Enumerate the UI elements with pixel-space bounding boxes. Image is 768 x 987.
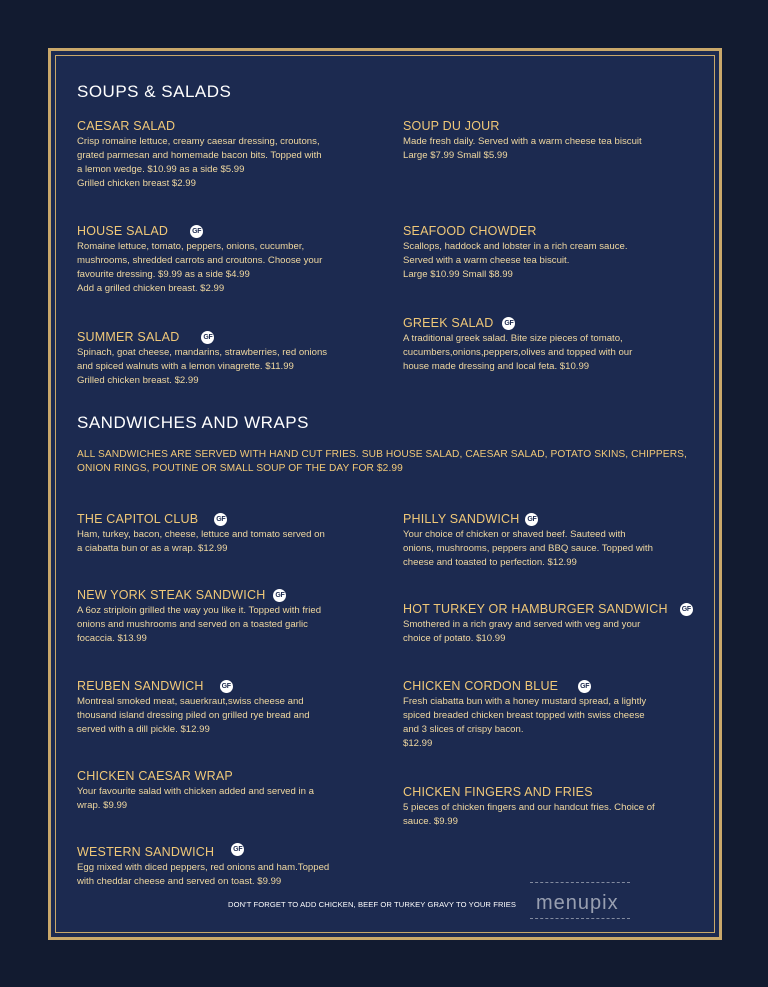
item-name: CHICKEN CORDON BLUE GF xyxy=(403,679,590,693)
menu-item-new-york-steak-sandwich xyxy=(77,588,377,646)
item-description: Smothered in a rich gravy and served with veg and your choice of potato. $10.99 xyxy=(403,619,641,644)
item-name: SUMMER SALAD GF xyxy=(77,330,213,344)
item-description: Your favourite salad with chicken added and served in a wrap. $9.99 xyxy=(77,786,314,811)
item-description: Egg mixed with diced peppers, red onions and ham.Topped with cheddar cheese and served on toast. $9.99 xyxy=(77,862,330,887)
menu-item-chicken-fingers-fries xyxy=(403,785,703,829)
menu-item-soup-du-jour xyxy=(403,119,703,163)
item-name: HOT TURKEY OR HAMBURGER SANDWICH GF xyxy=(403,602,691,616)
menu-item-western-sandwich xyxy=(77,845,377,889)
menu-item-philly-sandwich xyxy=(403,512,703,570)
item-name: CAESAR SALAD xyxy=(77,119,176,133)
item-description: A traditional greek salad. Bite size pieces of tomato, cucumbers,onions,peppers,olives and topped with our house made dressing and local feta. $10.99 xyxy=(403,333,633,372)
menu-item-reuben-sandwich xyxy=(77,679,377,737)
watermark-line xyxy=(530,882,630,883)
gluten-free-icon: GF xyxy=(220,680,233,693)
menu-item-greek-salad xyxy=(403,316,703,374)
menu-item-seafood-chowder xyxy=(403,224,703,282)
gluten-free-icon: GF xyxy=(273,589,286,602)
menu-item-caesar-salad xyxy=(77,119,377,191)
item-description: Made fresh daily. Served with a warm cheese tea biscuit Large $7.99 Small $5.99 xyxy=(403,136,642,161)
item-description: Scallops, haddock and lobster in a rich cream sauce. Served with a warm cheese tea biscuit. Large $10.99 Small $8.99 xyxy=(403,241,628,280)
menu-item-house-salad xyxy=(77,224,377,296)
item-name: THE CAPITOL CLUB GF xyxy=(77,512,226,526)
item-name: WESTERN SANDWICH GF xyxy=(77,845,243,859)
section-title-sandwiches-wraps: SANDWICHES AND WRAPS xyxy=(77,413,309,432)
menu-item-chicken-cordon-blue xyxy=(403,679,703,751)
item-name: SOUP DU JOUR xyxy=(403,119,500,133)
gluten-free-icon: GF xyxy=(525,513,538,526)
item-description: Your choice of chicken or shaved beef. Sauteed with onions, mushrooms, peppers and BBQ sauce. Topped with cheese and toasted to perfection. $12.99 xyxy=(403,529,653,568)
item-description: Fresh ciabatta bun with a honey mustard spread, a lightly spiced breaded chicken breast topped with swiss cheese and 3 slices of crispy bacon. $12.99 xyxy=(403,696,647,749)
item-description: Ham, turkey, bacon, cheese, lettuce and tomato served on a ciabatta bun or as a wrap. $12.99 xyxy=(77,529,325,554)
item-name: PHILLY SANDWICH GF xyxy=(403,512,537,526)
sandwich-sides-notice: ALL SANDWICHES ARE SERVED WITH HAND CUT FRIES. SUB HOUSE SALAD, CAESAR SALAD, POTATO SKINS, CHIPPERS, ONION RINGS, POUTINE OR SMALL SOUP OF THE DAY FOR $2.99 xyxy=(77,449,687,474)
gluten-free-icon: GF xyxy=(578,680,591,693)
gluten-free-icon: GF xyxy=(231,843,244,856)
item-name: CHICKEN CAESAR WRAP xyxy=(77,769,233,783)
gluten-free-icon: GF xyxy=(201,331,214,344)
item-description: Montreal smoked meat, sauerkraut,swiss cheese and thousand island dressing piled on grilled rye bread and served with a dill pickle. $12.99 xyxy=(77,696,310,735)
gluten-free-icon: GF xyxy=(680,603,693,616)
menu-item-summer-salad xyxy=(77,330,377,388)
item-name: GREEK SALAD GF xyxy=(403,316,514,330)
gravy-footer-note: DON'T FORGET TO ADD CHICKEN, BEEF OR TURKEY GRAVY TO YOUR FRIES xyxy=(228,900,517,909)
item-name: REUBEN SANDWICH GF xyxy=(77,679,231,693)
item-description: 5 pieces of chicken fingers and our handcut fries. Choice of sauce. $9.99 xyxy=(403,802,655,827)
gluten-free-icon: GF xyxy=(190,225,203,238)
gluten-free-icon: GF xyxy=(502,317,515,330)
item-description: Crisp romaine lettuce, creamy caesar dressing, croutons, grated parmesan and homemade bacon bits. Topped with a lemon wedge. $10.99 as a side $5.99 Grilled chicken breast $2.99 xyxy=(77,136,322,189)
item-description: Romaine lettuce, tomato, peppers, onions, cucumber, mushrooms, shredded carrots and croutons. Choose your favourite dressing. $9.99 as a side $4.99 Add a grilled chicken breast. $2.99 xyxy=(77,241,323,294)
item-description: A 6oz striploin grilled the way you like it. Topped with fried onions and mushrooms and served on a toasted garlic focaccia. $13.99 xyxy=(77,605,322,644)
gluten-free-icon: GF xyxy=(214,513,227,526)
menu-item-chicken-caesar-wrap xyxy=(77,769,377,813)
item-name: NEW YORK STEAK SANDWICH GF xyxy=(77,588,285,602)
menu-item-capitol-club xyxy=(77,512,377,556)
section-title-soups-salads: SOUPS & SALADS xyxy=(77,82,232,101)
item-name: HOUSE SALAD GF xyxy=(77,224,202,238)
watermark-line xyxy=(530,918,630,919)
item-name: SEAFOOD CHOWDER xyxy=(403,224,537,238)
menu-item-hot-turkey-hamburger xyxy=(403,602,713,646)
item-name: CHICKEN FINGERS AND FRIES xyxy=(403,785,593,799)
menupix-watermark: menupix xyxy=(536,892,619,914)
item-description: Spinach, goat cheese, mandarins, strawberries, red onions and spiced walnuts with a lemon vinagrette. $11.99 Grilled chicken breast. $2.99 xyxy=(77,347,328,386)
